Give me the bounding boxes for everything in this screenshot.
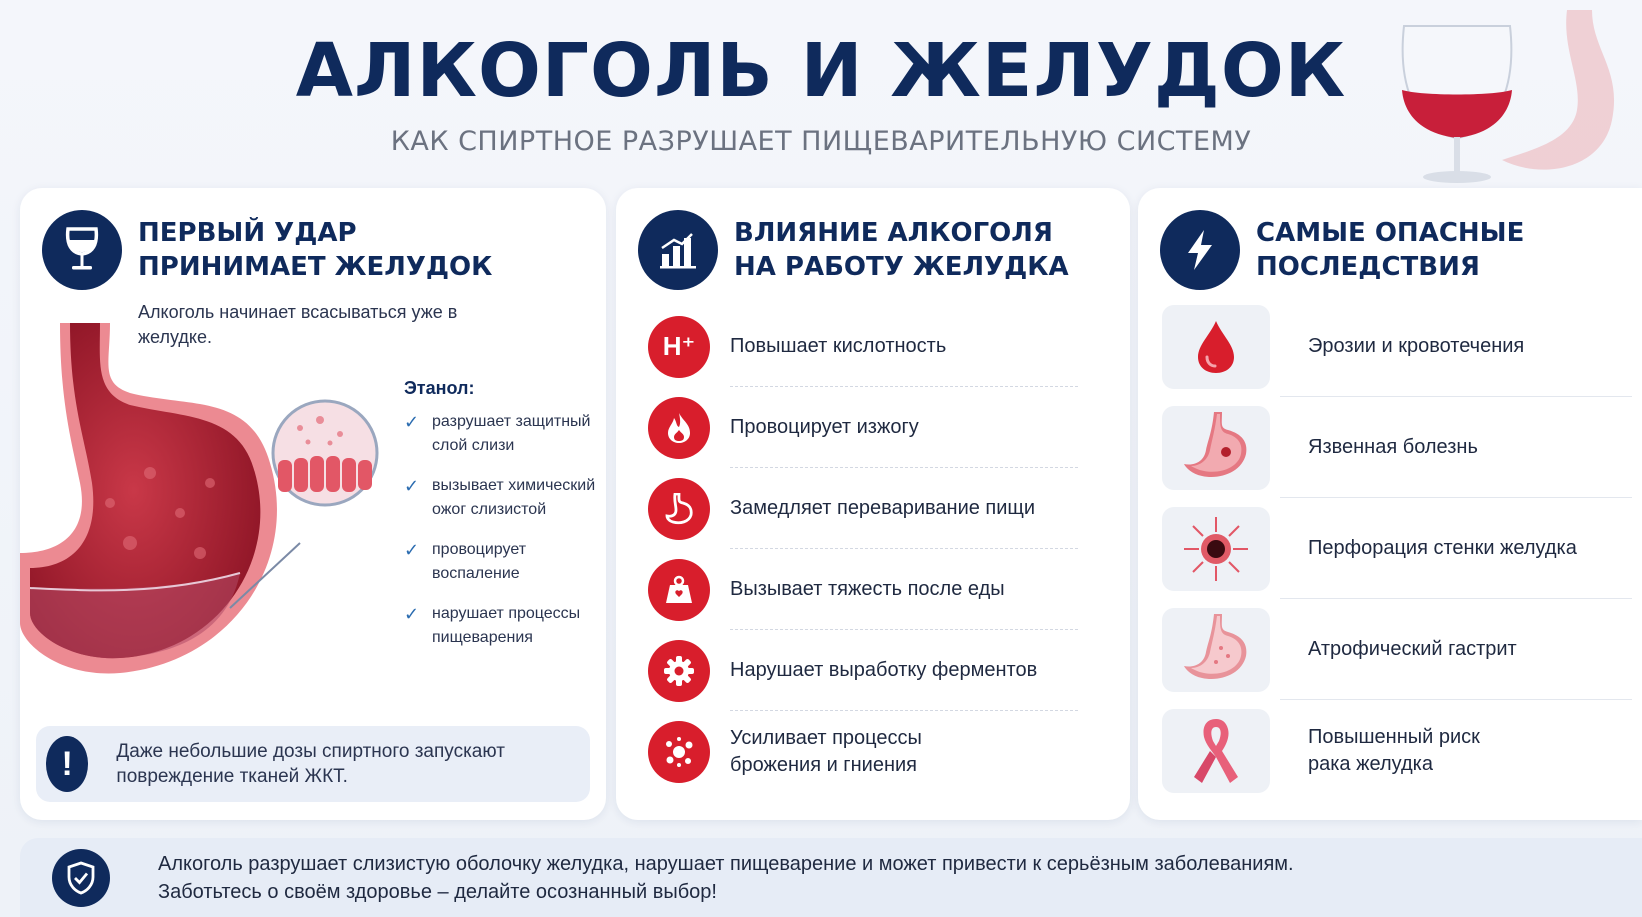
effects-list (648, 306, 1078, 792)
flame-icon (648, 397, 710, 459)
footer-text (158, 850, 1294, 906)
card-first-hit (20, 188, 606, 820)
ethanol-label: Этанол: (404, 378, 475, 398)
list-item: H⁺ Повышает кислотность (648, 306, 1078, 387)
list-item: Провоцирует изжогу (648, 387, 1078, 468)
list-item: Язвенная болезнь (1162, 397, 1632, 498)
card-header (42, 210, 492, 290)
exclamation-icon: ! (46, 736, 88, 792)
weight-icon (648, 559, 710, 621)
h-plus-icon: H⁺ (648, 316, 710, 378)
ulcer-stomach-icon (1162, 406, 1270, 490)
list-item: ✓ разрушает защитный слой слизи (404, 410, 604, 458)
ethanol-effects-list (404, 410, 604, 666)
list-item: Замедляет переваривание пищи (648, 468, 1078, 549)
header (0, 0, 1642, 180)
card-effects (616, 188, 1130, 820)
page-subtitle: КАК СПИРТНОЕ РАЗРУШАЕТ ПИЩЕВАРИТЕЛЬНУЮ СИСТЕМУ (390, 126, 1252, 157)
blood-drop-icon (1162, 305, 1270, 389)
footer-banner (20, 838, 1642, 917)
card-title: САМЫЕ ОПАСНЫЕ ПОСЛЕДСТВИЯ (1256, 218, 1525, 282)
list-item: Нарушает выработку ферментов (648, 630, 1078, 711)
stomach-illustration-icon (0, 323, 400, 723)
list-item: Усиливает процессы брожения и гниения (648, 711, 1078, 792)
warning-box (36, 726, 590, 802)
check-icon: ✓ (404, 412, 420, 432)
shield-check-icon (52, 849, 110, 907)
card-header (1160, 210, 1524, 290)
list-item: Атрофический гастрит (1162, 599, 1632, 700)
intro-text: Алкоголь начинает всасываться уже в желудке. (138, 302, 458, 347)
card-title: ВЛИЯНИЕ АЛКОГОЛЯ НА РАБОТУ ЖЕЛУДКА (734, 218, 1069, 282)
list-item: Вызывает тяжесть после еды (648, 549, 1078, 630)
list-item: ✓ провоцирует воспаление (404, 538, 604, 586)
cancer-ribbon-icon (1162, 709, 1270, 793)
list-item: Повышенный риск рака желудка (1162, 700, 1632, 801)
bar-chart-icon (638, 210, 718, 290)
footer-line-2: Заботьтесь о своём здоровье – делайте осознанный выбор! (158, 880, 717, 903)
dangers-list (1162, 296, 1632, 801)
perforation-icon (1162, 507, 1270, 591)
stomach-icon (648, 478, 710, 540)
footer-line-1: Алкоголь разрушает слизистую оболочку желудка, нарушает пищеварение и может привести к серьёзным заболеваниям. (158, 852, 1294, 875)
check-icon: ✓ (404, 604, 420, 624)
lightning-icon (1160, 210, 1240, 290)
mucosa-zoom-icon (270, 398, 380, 508)
atrophy-stomach-icon (1162, 608, 1270, 692)
wine-glass-icon (42, 210, 122, 290)
card-dangers (1138, 188, 1642, 820)
card-header (638, 210, 1069, 290)
list-item: ✓ вызывает химический ожог слизистой (404, 474, 604, 522)
check-icon: ✓ (404, 540, 420, 560)
list-item: ✓ нарушает процессы пищеварения (404, 602, 604, 650)
wine-glass-illustration-icon (1392, 20, 1522, 185)
warning-text: Даже небольшие дозы спиртного запускают повреждение тканей ЖКТ. (116, 741, 505, 787)
list-item: Перфорация стенки желудка (1162, 498, 1632, 599)
check-icon: ✓ (404, 476, 420, 496)
bacteria-icon (648, 721, 710, 783)
list-item: Эрозии и кровотечения (1162, 296, 1632, 397)
page-title: АЛКОГОЛЬ И ЖЕЛУДОК (295, 28, 1347, 114)
gear-icon (648, 640, 710, 702)
card-title: ПЕРВЫЙ УДАР ПРИНИМАЕТ ЖЕЛУДОК (138, 218, 493, 282)
